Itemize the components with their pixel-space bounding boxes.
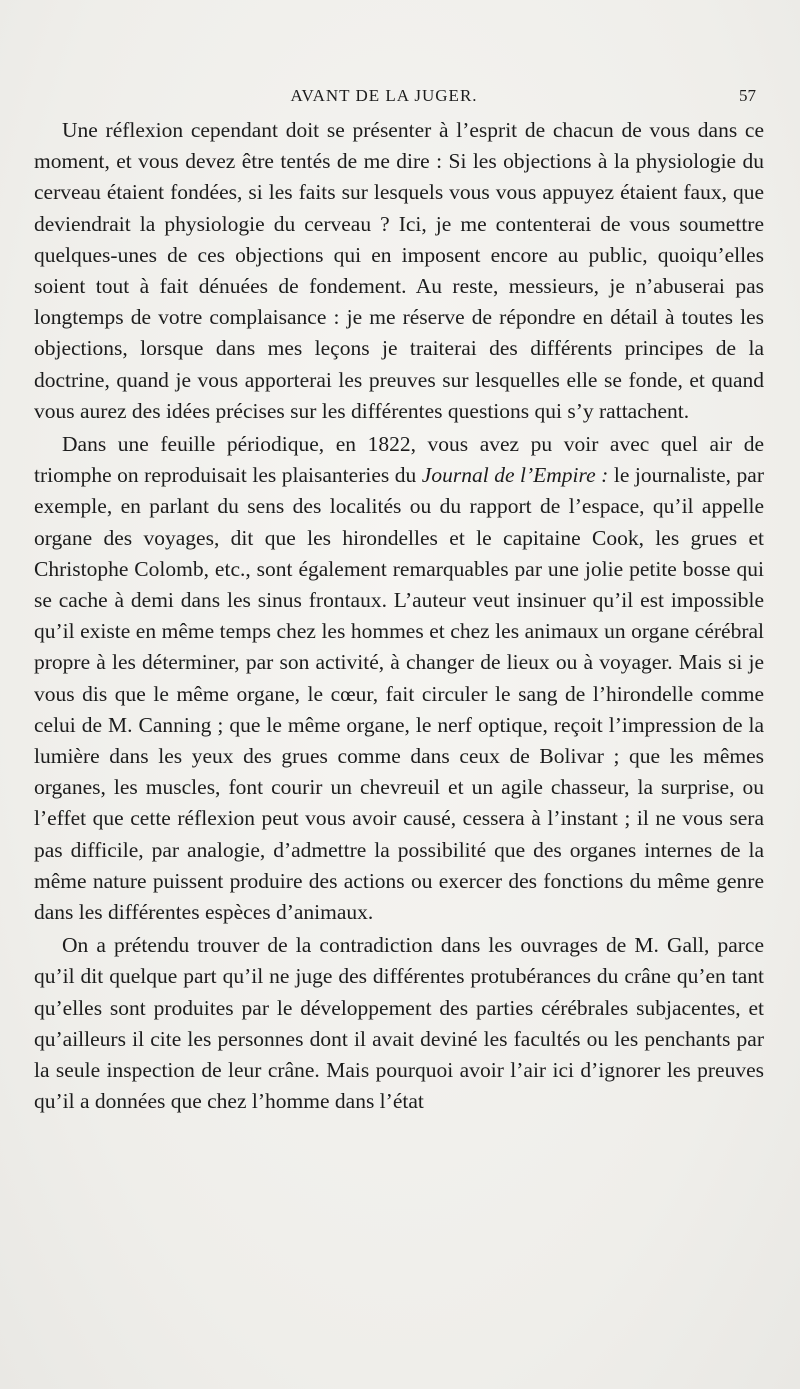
paragraph-text: le journaliste, par exemple, en parlant du sens des localités ou du rapport de l’espace, qu’il appelle organe des voyages, dit que les hirondelles et le capitaine Cook, les grues et Christophe Colomb, etc., sont également remarquables par une jolie petite bosse qui se cache à demi dans les sinus frontaux. L’auteur veut insinuer qu’il est impossible qu’il existe en même temps chez les hommes et chez les animaux un organe cérébral propre à les déterminer, par son activité, à changer de lieux ou à voyager. Mais si je vous dis que le même organe, le cœur, fait circuler le sang de l’hirondelle comme celui de M. Canning ; que le même organe, le nerf optique, reçoit l’impression de la lumière dans les yeux des grues comme dans ceux de Bolivar ; que les mêmes organes, les muscles, font courir un chevreuil et un agile chasseur, la surprise, ou l’effet que cette réflexion peut vous avoir causé, cessera à l’instant ; il ne vous sera pas difficile, par analogie, d’admettre la possibilité que des organes internes de la même nature puissent produire des actions ou exercer des fonctions du même genre dans les différentes espèces d’animaux. <box>34 463 764 925</box>
paragraph-3 <box>34 930 764 1117</box>
paragraph-text: On a prétendu trouver de la contradiction dans les ouvrages de M. Gall, parce qu’il dit quelque part qu’il ne juge des différentes protubérances du crâne qu’en tant qu’elles sont produites par le développement des parties cérébrales subjacentes, et qu’ailleurs il cite les personnes dont il avait deviné les facultés ou les penchants par la seule inspection de leur crâne. Mais pourquoi avoir l’air ici d’ignorer les preuves qu’il a données que chez l’homme dans l’état <box>34 933 764 1114</box>
paragraph-text: Une réflexion cependant doit se présenter à l’esprit de chacun de vous dans ce moment, et vous devez être tentés de me dire : Si les objections à la physiologie du cerveau étaient fondées, si les faits sur lesquels vous vous appuyez étaient faux, que deviendrait la physiologie du cerveau ? Ici, je me contenterai de vous soumettre quelques-unes de ces objections qui en imposent encore au public, quoiqu’elles soient tout à fait dénuées de fondement. Au reste, messieurs, je n’abuserai pas longtemps de votre complaisance : je me réserve de répondre en détail à toutes les objections, lorsque dans mes leçons je traiterai des différents principes de la doctrine, quand je vous apporterai les preuves sur lesquelles elle se fonde, et quand vous aurez des idées précises sur les différentes questions qui s’y rattachent. <box>34 118 764 423</box>
running-header <box>34 82 764 108</box>
paragraph-text: Dans une feuille périodique, en 1822, vous avez pu voir avec quel air de triomphe on reproduisait les plaisanteries du <box>34 432 764 488</box>
body-text <box>34 115 764 1118</box>
running-title: AVANT DE LA JUGER. <box>290 86 478 105</box>
page-number: 57 <box>739 86 756 105</box>
journal-title-italic: Journal de l’Empire : <box>421 463 609 488</box>
paragraph-1 <box>34 115 764 427</box>
paragraph-2 <box>34 429 764 928</box>
